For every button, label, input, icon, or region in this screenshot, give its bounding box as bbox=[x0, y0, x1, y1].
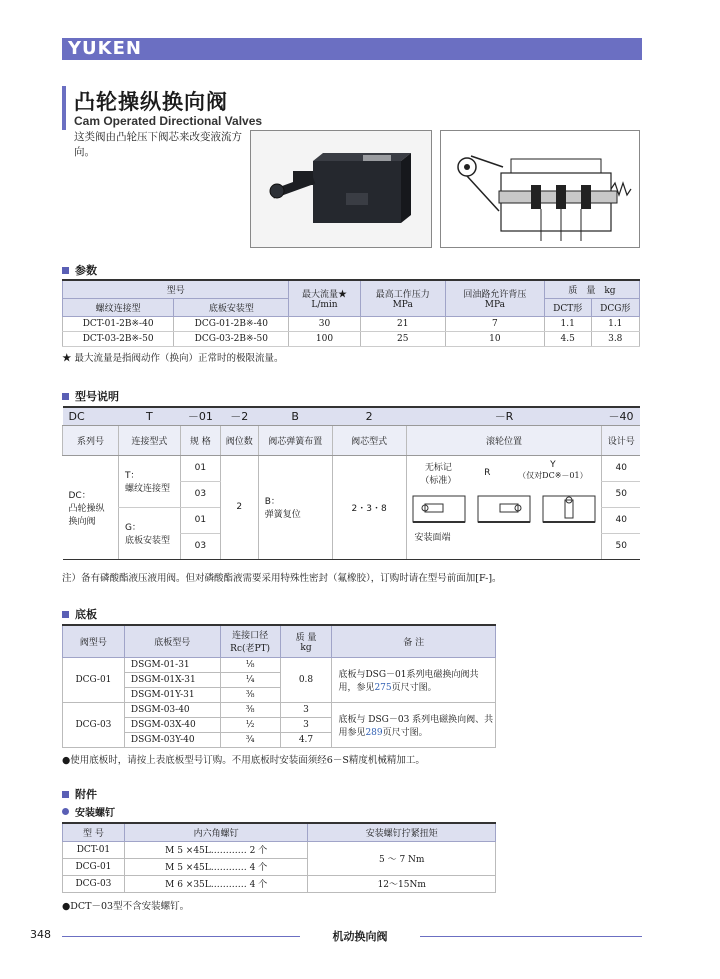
spring-desc: B： 弹簧复位 bbox=[258, 455, 332, 559]
col-back-pressure: 回油路允许背压 MPa bbox=[445, 280, 544, 317]
col-threaded: 螺纹连接型 bbox=[63, 299, 174, 317]
code-positions: －2 bbox=[220, 407, 258, 425]
connection-subplate: G： 底板安装型 bbox=[118, 507, 180, 559]
params-note: ★ 最大流量是指阀动作（换向）正常时的极限流量。 bbox=[62, 353, 284, 364]
brand-logo: YUKEN bbox=[68, 38, 142, 59]
model-code-note: 注）备有磷酸酯液压液用阀。但对磷酸酯液需要采用特殊性密封（氟橡胶），订购时请在型号前面加[F-]。 bbox=[62, 573, 502, 584]
accessories-note: ●DCT－03型不含安装螺钉。 bbox=[62, 901, 190, 912]
table-row: DSGM-01Y-31 ⅜ bbox=[63, 687, 496, 702]
col-model: 型号 bbox=[63, 280, 289, 299]
title-accent bbox=[62, 86, 66, 130]
square-bullet-icon bbox=[62, 393, 69, 400]
product-photo bbox=[250, 130, 432, 248]
accessories-heading: 附件 bbox=[62, 786, 97, 802]
subplate-table: 阀型号 底板型号 连接口径 Rc(老PT) 质 量 kg 备 注 DCG-01 DSGM-01-31 ⅛ 0.8 底板与DSG－01系列电磁换向阀共用，参见275页尺寸图。 DSGM-01X-31 ¼ DSGM-01Y-31 ⅜ DCG-03 DSGM-03-40 ⅜ 3 底板与 DSG－03 系列电磁换向阀、共用参见289页尺寸图。 DSGM-03X-40 ½ 3 DSGM-03Y-40 ¾ 4.7 bbox=[62, 624, 496, 748]
code-size: －01 bbox=[180, 407, 220, 425]
table-row: DCT-01 M 5 ×45L………… 2 个 5 ～ 7 Nm bbox=[63, 841, 496, 858]
col-max-pressure: 最高工作压力 MPa bbox=[360, 280, 445, 317]
table-row: DCG-03 DSGM-03-40 ⅜ 3 底板与 DSG－03 系列电磁换向阀、共用参见289页尺寸图。 bbox=[63, 702, 496, 717]
subplate-note: ●使用底板时，请按上表底板型号订购。不用底板时安装面须经6－S精度机械精加工。 bbox=[62, 755, 425, 766]
subplate-remark: 底板与 DSG－03 系列电磁换向阀、共用参见289页尺寸图。 bbox=[332, 702, 496, 747]
table-row: DCG-03 M 6 ×35L………… 4 个 12～15Nm bbox=[63, 875, 496, 892]
col-mass: 质 量 kg bbox=[544, 280, 639, 299]
brand-bar bbox=[62, 38, 642, 60]
screws-table: 型 号 内六角螺钉 安装螺钉拧紧扭矩 DCT-01 M 5 ×45L………… 2 个 5 ～ 7 Nm DCG-01 M 5 ×45L………… 4 个 DCG-03 M 6 ×35L………… 4 个 12～15Nm bbox=[62, 822, 496, 893]
code-spool: 2 bbox=[332, 407, 406, 425]
roller-std-icon bbox=[411, 492, 467, 526]
table-row: DCT-01-2B※-40 DCG-01-2B※-40 30 21 7 1.1 1.1 bbox=[63, 317, 640, 332]
subplate-remark: 底板与DSG－01系列电磁换向阀共用，参见275页尺寸图。 bbox=[332, 657, 496, 702]
code-design: －40 bbox=[602, 407, 640, 425]
params-table bbox=[62, 279, 640, 347]
page-subtitle: Cam Operated Directional Valves bbox=[74, 114, 263, 128]
table-row: DSGM-03Y-40 ¾ 4.7 bbox=[63, 732, 496, 747]
roller-y-icon bbox=[541, 492, 597, 526]
roller-position: 无标记 （标准） R Y （仅对DC※－01） 安装面端 bbox=[406, 455, 602, 559]
table-row: DCG-01 M 5 ×45L………… 4 个 bbox=[63, 858, 496, 875]
col-dcg: DCG形 bbox=[591, 299, 639, 317]
square-bullet-icon bbox=[62, 267, 69, 274]
valve-schematic bbox=[440, 130, 640, 248]
roller-r-icon bbox=[476, 492, 532, 526]
description: 这类阀由凸轮压下阀芯来改变液流方向。 bbox=[74, 131, 242, 158]
series-desc: DC： 凸轮操纵 换向阀 bbox=[63, 455, 119, 559]
code-connection: T bbox=[118, 407, 180, 425]
circle-bullet-icon bbox=[62, 808, 69, 815]
params-heading: 参数 bbox=[62, 262, 97, 278]
square-bullet-icon bbox=[62, 791, 69, 798]
model-code-heading: 型号说明 bbox=[62, 388, 119, 404]
connection-threaded: T： 螺纹连接型 bbox=[118, 455, 180, 507]
table-row: DCG-01 DSGM-01-31 ⅛ 0.8 底板与DSG－01系列电磁换向阀共用，参见275页尺寸图。 bbox=[63, 657, 496, 672]
table-row: DSGM-03X-40 ½ 3 bbox=[63, 717, 496, 732]
square-bullet-icon bbox=[62, 611, 69, 618]
col-subplate: 底板安装型 bbox=[174, 299, 289, 317]
table-row: DSGM-01X-31 ¼ bbox=[63, 672, 496, 687]
page-number: 348 bbox=[30, 928, 55, 941]
code-spring: B bbox=[258, 407, 332, 425]
subplate-heading: 底板 bbox=[62, 606, 97, 622]
page-link[interactable]: 275 bbox=[374, 682, 392, 693]
footer-title: 机动换向阀 bbox=[300, 928, 420, 944]
table-row: DCT-03-2B※-50 DCG-03-2B※-50 100 25 10 4.5 3.8 bbox=[63, 332, 640, 347]
model-code-table: DC T －01 －2 B 2 －R －40 系列号 连接型式 规 格 阀位数 阀芯弹簧布置 阀芯型式 滚轮位置 设计号 DC： 凸轮操纵 换向阀 T： 螺纹连接型 01 2 B： 弹簧复位 2・3・8 无标记 （标准） R Y （仅对DC※－01） 安装面端 40 03 50 G： 底板安装型 01 40 03 50 bbox=[62, 406, 640, 560]
col-dct: DCT形 bbox=[544, 299, 591, 317]
col-max-flow: 最大流量★ L/min bbox=[289, 280, 360, 317]
page-title: 凸轮操纵换向阀 bbox=[74, 90, 228, 114]
page-link[interactable]: 289 bbox=[365, 727, 383, 738]
screws-subheading: 安装螺钉 bbox=[62, 804, 115, 819]
code-roller: －R bbox=[406, 407, 602, 425]
code-series: DC bbox=[63, 407, 119, 425]
